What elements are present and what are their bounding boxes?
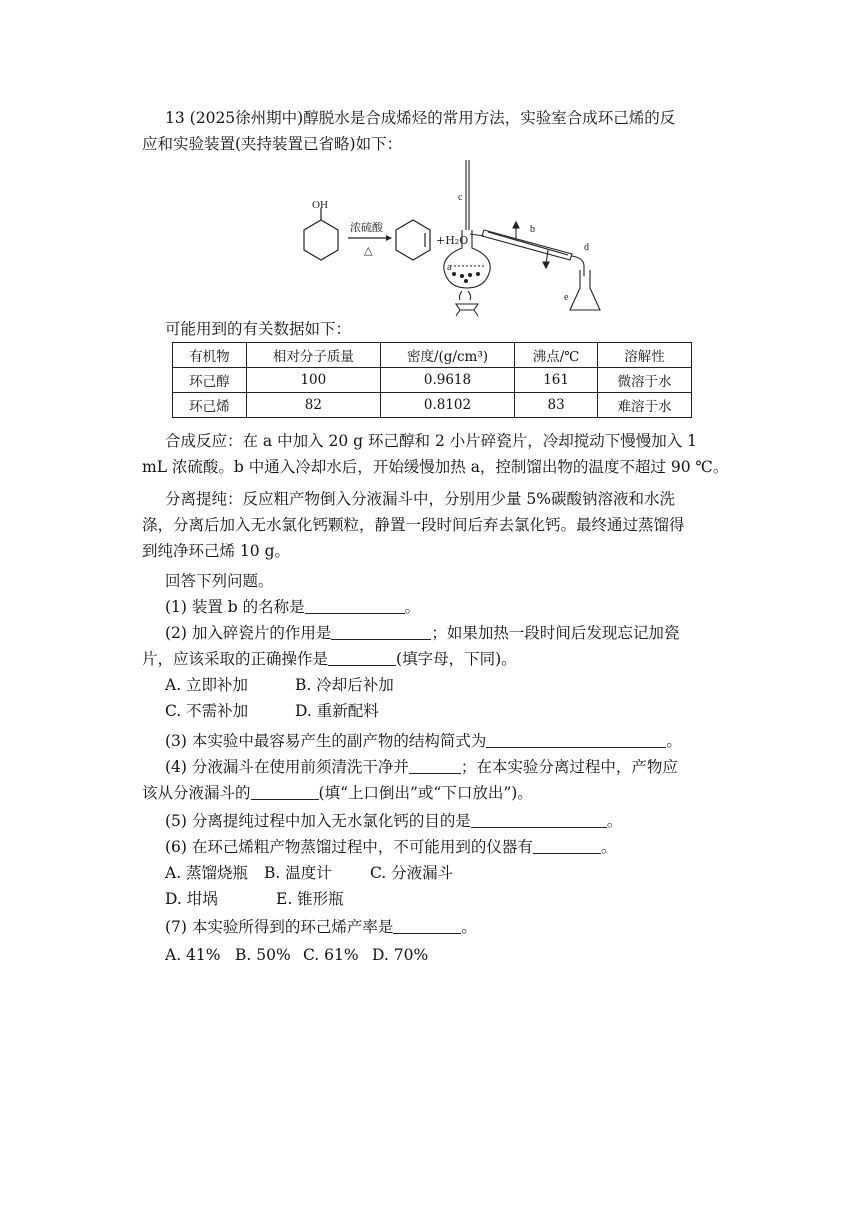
heat-symbol: △ <box>364 244 373 257</box>
table-cell: 161 <box>515 368 598 393</box>
separation-line1: 分离提纯：反应粗产物倒入分液漏斗中，分别用少量 5%碳酸钠溶液和水洗 <box>165 490 676 508</box>
q4-text-post: ；在本实验分离过程中，产物应 <box>460 758 678 776</box>
table-cell: 微溶于水 <box>598 368 692 393</box>
q6-option-d: D. 坩埚 <box>165 890 218 908</box>
q6-option-e: E. 锥形瓶 <box>276 890 344 908</box>
q7-option-b: B. 50% <box>235 946 291 964</box>
table-header: 相对分子质量 <box>246 343 380 368</box>
table-cell: 83 <box>515 393 598 418</box>
intro-text: (2025徐州期中)醇脱水是合成烯烃的常用方法，实验室合成环己烯的反 <box>189 109 676 127</box>
table-cell: 环己烯 <box>173 393 247 418</box>
label-b: b <box>530 224 535 235</box>
label-a: a <box>447 262 452 273</box>
data-table <box>172 342 692 418</box>
label-c: c <box>458 192 463 203</box>
table-cell: 100 <box>246 368 380 393</box>
question-3 <box>165 728 740 754</box>
reaction-apparatus-figure <box>284 158 614 318</box>
q5-end: 。 <box>606 812 623 830</box>
q2-option-c: C. 不需补加 <box>165 702 249 720</box>
question-4-line2 <box>142 780 717 806</box>
water-label: +H₂O <box>436 234 469 247</box>
q6-option-a: A. 蒸馏烧瓶 <box>165 864 249 882</box>
table-row <box>173 368 692 393</box>
q7-answer-blank[interactable] <box>393 917 461 934</box>
q2-option-a: A. 立即补加 <box>165 676 249 694</box>
table-header: 密度/(g/cm³) <box>380 343 514 368</box>
q1-end: 。 <box>404 598 421 616</box>
q5-answer-blank[interactable] <box>471 811 607 828</box>
catalyst-label: 浓硫酸 <box>350 221 383 234</box>
question-5 <box>165 808 740 834</box>
q2-text: (2) 加入碎瓷片的作用是 <box>165 624 332 642</box>
table-cell: 82 <box>246 393 380 418</box>
question-4-line1 <box>165 754 740 780</box>
answer-prompt: 回答下列问题。 <box>165 572 274 590</box>
label-d: d <box>584 242 589 253</box>
question-6 <box>165 834 740 860</box>
table-header: 有机物 <box>173 343 247 368</box>
table-header: 溶解性 <box>598 343 692 368</box>
q2-line2-end: (填字母，下同)。 <box>396 650 517 668</box>
q5-text: (5) 分离提纯过程中加入无水氯化钙的目的是 <box>165 812 471 830</box>
q7-text: (7) 本实验所得到的环己烯产率是 <box>165 918 394 936</box>
table-cell: 0.9618 <box>380 368 514 393</box>
q2-option-d: D. 重新配料 <box>295 702 379 720</box>
cyclohexanol-structure <box>304 208 338 260</box>
table-header: 沸点/℃ <box>515 343 598 368</box>
q6-answer-blank[interactable] <box>533 837 601 854</box>
q2-text-mid: ；如果加热一段时间后发现忘记加瓷 <box>431 624 680 642</box>
q6-option-c: C. 分液漏斗 <box>370 864 454 882</box>
table-cell: 环己醇 <box>173 368 247 393</box>
q3-text: (3) 本实验中最容易产生的副产物的结构简式为 <box>165 732 487 750</box>
table-row <box>173 393 692 418</box>
q2-line2-text: 片，应该采取的正确操作是 <box>142 650 329 668</box>
table-cell: 难溶于水 <box>598 393 692 418</box>
synthesis-line2: mL 浓硫酸。b 中通入冷却水后，开始缓慢加热 a，控制馏出物的温度不超过 90 ℃。 <box>142 458 729 476</box>
oh-label: OH <box>312 199 328 211</box>
question-7 <box>165 914 740 940</box>
q7-end: 。 <box>461 918 477 936</box>
q4-answer-blank-1[interactable] <box>409 757 461 774</box>
q3-end: 。 <box>666 732 682 750</box>
question-intro-line2: 应和实验装置(夹持装置已省略)如下： <box>142 135 403 153</box>
q2-option-b: B. 冷却后补加 <box>295 676 394 694</box>
question-intro-line1 <box>165 105 740 131</box>
q6-option-b: B. 温度计 <box>264 864 332 882</box>
q2-answer-blank-1[interactable] <box>331 623 431 640</box>
separation-line3: 到纯净环己烯 10 g。 <box>142 542 290 560</box>
q6-text: (6) 在环己烯粗产物蒸馏过程中，不可能用到的仪器有 <box>165 838 533 856</box>
q1-text: (1) 装置 b 的名称是 <box>165 598 305 616</box>
q7-option-a: A. 41% <box>165 946 221 964</box>
q4-answer-blank-2[interactable] <box>251 783 319 800</box>
table-header-row <box>173 343 692 368</box>
q1-answer-blank[interactable] <box>305 597 405 614</box>
question-1 <box>165 594 740 620</box>
question-2-line2 <box>142 646 717 672</box>
synthesis-line1: 合成反应：在 a 中加入 20 g 环己醇和 2 小片碎瓷片，冷却搅动下慢慢加入 1 <box>165 432 698 450</box>
question-number: 13 <box>165 109 185 127</box>
label-e: e <box>564 292 569 303</box>
q6-end: 。 <box>600 838 617 856</box>
separation-line2: 涤，分离后加入无水氯化钙颗粒，静置一段时间后弃去氯化钙。最终通过蒸馏得 <box>142 516 685 534</box>
reaction-arrow <box>348 235 392 241</box>
q2-answer-blank-2[interactable] <box>328 649 396 666</box>
q7-option-c: C. 61% <box>303 946 359 964</box>
cyclohexene-structure <box>396 220 430 260</box>
q4-line2-text: 该从分液漏斗的 <box>142 784 251 802</box>
q3-answer-blank[interactable] <box>486 731 666 748</box>
data-intro: 可能用到的有关数据如下： <box>165 320 352 338</box>
q4-text: (4) 分液漏斗在使用前须清洗干净并 <box>165 758 409 776</box>
question-2-line1 <box>165 620 740 646</box>
table-cell: 0.8102 <box>380 393 514 418</box>
q7-option-d: D. 70% <box>372 946 429 964</box>
q4-line2-end: (填“上口倒出”或“下口放出”)。 <box>318 784 533 802</box>
